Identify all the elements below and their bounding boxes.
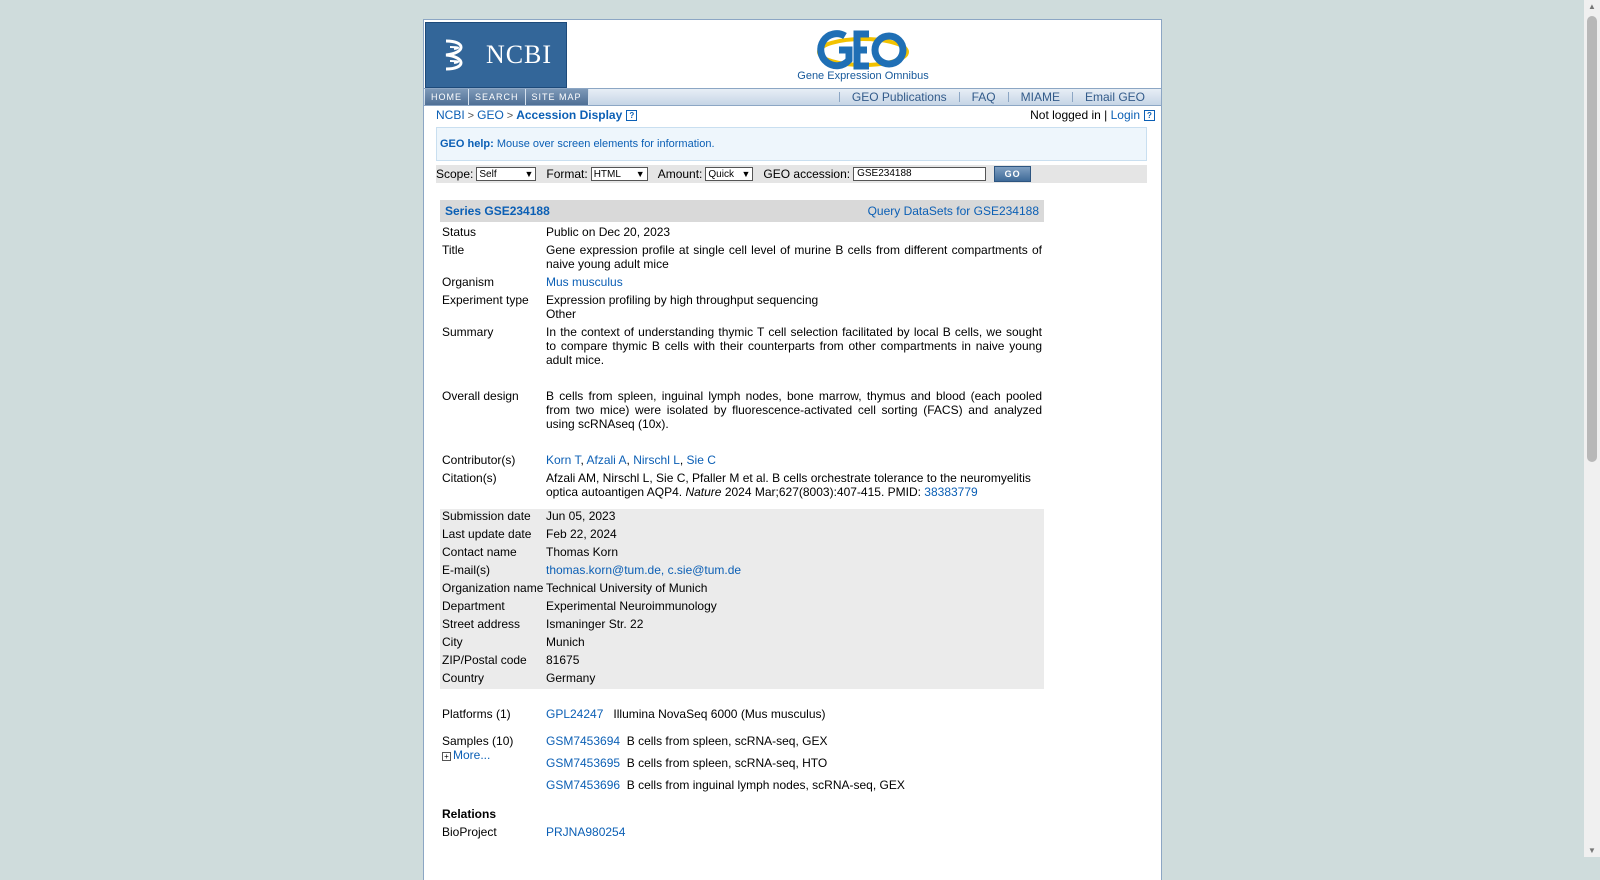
contact-key: Organization name (442, 581, 544, 595)
nav-separator (1008, 92, 1009, 102)
nav-separator (839, 92, 840, 102)
page-container (423, 19, 1162, 880)
geo-help-label: GEO help: (440, 138, 494, 150)
chevron-down-icon: ▼ (635, 169, 645, 179)
samples-list (546, 730, 1042, 796)
overall-design-key: Overall design (442, 389, 519, 403)
format-select-value: HTML (593, 168, 621, 180)
geo-logo-mark (815, 28, 911, 72)
citation-row (440, 471, 1044, 503)
breadcrumb-ncbi-link[interactable]: NCBI (436, 108, 465, 122)
samples-more-button[interactable] (442, 748, 490, 762)
sample-link[interactable]: GSM7453694 (546, 734, 621, 748)
accession-form (436, 165, 1147, 183)
experiment-type-1: Expression profiling by high throughput sequencing (546, 293, 819, 307)
chevron-down-icon: ▼ (524, 169, 534, 179)
contact-row (440, 545, 1044, 563)
contact-row (440, 527, 1044, 545)
breadcrumb-separator: > (467, 110, 475, 122)
overall-design-row (440, 389, 1044, 451)
login-link[interactable]: Login (1110, 108, 1140, 122)
contact-key: Last update date (442, 527, 532, 541)
sample-desc: B cells from spleen, scRNA-seq, GEX (626, 734, 828, 748)
ncbi-logo-text: NCBI (485, 40, 553, 69)
contact-value: Jun 05, 2023 (546, 509, 616, 523)
title-row (440, 243, 1044, 275)
platform-desc: Illumina NovaSeq 6000 (Mus musculus) (613, 707, 826, 721)
contact-value: Technical University of Munich (546, 581, 708, 595)
experiment-type-2: Other (546, 307, 577, 321)
nav-search-button[interactable]: SEARCH (469, 89, 526, 105)
contributor-link[interactable]: Sie C (686, 453, 716, 467)
sample-item (546, 778, 905, 792)
nav-sitemap-button[interactable]: SITE MAP (526, 89, 589, 105)
contact-row (440, 599, 1044, 617)
nav-right-links (827, 89, 1145, 105)
experiment-type-key: Experiment type (442, 293, 529, 307)
scope-select-value: Self (479, 168, 497, 180)
organism-row (440, 275, 1044, 293)
status-row (440, 225, 1044, 243)
platform-link[interactable]: GPL24247 (546, 707, 604, 721)
contact-value: Thomas Korn (546, 545, 619, 559)
contact-value: Germany (546, 671, 596, 685)
contributor-link[interactable]: Korn T (546, 453, 581, 467)
contact-key: Submission date (442, 509, 531, 523)
scope-label: Scope: (436, 167, 474, 181)
contributors-key: Contributor(s) (442, 453, 516, 467)
nav-separator (959, 92, 960, 102)
contact-key: ZIP/Postal code (442, 653, 527, 667)
platforms-key: Platforms (1) (442, 707, 511, 721)
geo-tagline: Gene Expression Omnibus (797, 70, 929, 82)
citation-pmid-link[interactable]: 38383779 (924, 485, 978, 499)
platforms-row (440, 707, 1044, 725)
scroll-up-arrow-icon[interactable]: ▲ (1588, 2, 1596, 11)
scroll-down-arrow-icon[interactable]: ▼ (1588, 846, 1596, 855)
accession-input[interactable]: GSE234188 (853, 167, 986, 181)
geo-logo[interactable] (567, 22, 1159, 88)
bioproject-link[interactable]: PRJNA980254 (546, 825, 626, 839)
bioproject-row (440, 825, 1044, 843)
sample-desc: B cells from spleen, scRNA-seq, HTO (626, 756, 828, 770)
nav-miame-link[interactable]: MIAME (1020, 90, 1060, 104)
contact-value: 81675 (546, 653, 580, 667)
contact-value: Ismaninger Str. 22 (546, 617, 644, 631)
citation-text: Afzali AM, Nirschl L, Sie C, Pfaller M et al. B cells orchestrate tolerance to the neuromyelitis optica autoantigen AQP4. (546, 471, 1031, 499)
citation-journal: Nature (685, 485, 722, 499)
contributor-link[interactable]: Afzali A (586, 453, 627, 467)
contact-row (440, 581, 1044, 599)
contact-key: E-mail(s) (442, 563, 490, 577)
series-header (440, 200, 1044, 222)
nav-home-button[interactable]: HOME (425, 89, 469, 105)
vertical-scrollbar[interactable] (1584, 0, 1600, 857)
title-value: Gene expression profile at single cell level of murine B cells from different compartments of naive young adult mice (546, 243, 1042, 271)
contributors-list: Korn T, Afzali A, Nirschl L, Sie C (546, 453, 716, 467)
contributor-link[interactable]: Nirschl L (633, 453, 680, 467)
status-key: Status (442, 225, 477, 239)
login-help-icon[interactable]: ? (1144, 110, 1155, 121)
contact-key: Country (442, 671, 485, 685)
status-value: Public on Dec 20, 2023 (546, 225, 671, 239)
samples-count: Samples (10) (442, 734, 514, 748)
breadcrumb-separator: > (506, 110, 514, 122)
overall-design-value: B cells from spleen, inguinal lymph nodes, bone marrow, thymus and blood (each pooled from two mice) were isolated by fluorescence-activated cell sorting (FACS) and analyzed using scRNAseq (10x). (546, 389, 1042, 431)
organism-key: Organism (442, 275, 495, 289)
geo-help-text: Mouse over screen elements for information. (496, 138, 715, 150)
geo-help-box (436, 127, 1147, 161)
samples-more-link[interactable]: More... (453, 748, 491, 762)
nav-geo-publications-link[interactable]: GEO Publications (851, 90, 947, 104)
help-question-icon[interactable]: ? (626, 110, 637, 121)
samples-row (440, 734, 1044, 804)
contact-key: Department (442, 599, 505, 613)
series-title: Series GSE234188 (445, 204, 550, 218)
summary-row (440, 325, 1044, 387)
relations-heading-row (440, 807, 1044, 825)
samples-key (442, 734, 513, 762)
sample-desc: B cells from inguinal lymph nodes, scRNA-seq, GEX (626, 778, 905, 792)
contact-row (440, 617, 1044, 635)
contact-row (440, 509, 1044, 527)
format-select[interactable] (591, 167, 648, 181)
contact-value: Experimental Neuroimmunology (546, 599, 717, 613)
amount-select-value: Quick (708, 168, 734, 180)
citation-value (546, 471, 1042, 499)
citation-rest: 2024 Mar;627(8003):407-415. PMID: (724, 485, 921, 499)
login-status-text: Not logged in | (1030, 108, 1108, 122)
sample-link[interactable]: GSM7453695 (546, 756, 621, 770)
organism-link[interactable]: Mus musculus (546, 275, 623, 289)
experiment-type-row (440, 293, 1044, 325)
contact-key: Street address (442, 617, 521, 631)
breadcrumb-geo-link[interactable]: GEO (477, 108, 504, 122)
format-label: Format: (546, 167, 588, 181)
breadcrumb (436, 108, 637, 122)
top-navbar (424, 88, 1161, 106)
contact-value: Feb 22, 2024 (546, 527, 617, 541)
title-key: Title (442, 243, 465, 257)
contact-key: Contact name (442, 545, 517, 559)
scrollbar-thumb[interactable] (1587, 16, 1597, 462)
contact-value: Munich (546, 635, 585, 649)
nav-separator (1072, 92, 1073, 102)
nav-faq-link[interactable]: FAQ (971, 90, 996, 104)
query-datasets-link[interactable]: Query DataSets for GSE234188 (867, 204, 1039, 218)
nav-email-geo-link[interactable]: Email GEO (1084, 90, 1145, 104)
sample-item (546, 734, 827, 748)
amount-label: Amount: (657, 167, 703, 181)
go-button[interactable]: GO (994, 166, 1031, 182)
contributors-row (440, 453, 1044, 471)
breadcrumb-current: Accession Display (516, 108, 623, 122)
contact-row (440, 653, 1044, 671)
contact-row (440, 671, 1044, 689)
nav-left-buttons (425, 89, 589, 105)
ncbi-helix-icon (440, 35, 474, 75)
bioproject-key: BioProject (442, 825, 497, 839)
summary-value: In the context of understanding thymic T cell selection facilitated by local B cells, we sought to compare thymic B cells with their counterparts from other compartments in naive young adult mice. (546, 325, 1042, 367)
ncbi-logo[interactable] (425, 22, 567, 88)
sample-item (546, 756, 827, 770)
relations-heading: Relations (442, 807, 497, 821)
scope-select[interactable] (476, 167, 536, 181)
sample-link[interactable]: GSM7453696 (546, 778, 621, 792)
summary-key: Summary (442, 325, 494, 339)
citation-key: Citation(s) (442, 471, 497, 485)
contact-row (440, 635, 1044, 653)
contact-row (440, 563, 1044, 581)
contact-key: City (442, 635, 463, 649)
email-link[interactable]: thomas.korn@tum.de, c.sie@tum.de (546, 563, 742, 577)
expand-plus-icon: + (442, 752, 451, 761)
login-area (1030, 108, 1155, 122)
accession-label: GEO accession: (763, 167, 851, 181)
amount-select[interactable] (705, 167, 753, 181)
chevron-down-icon: ▼ (741, 169, 751, 179)
